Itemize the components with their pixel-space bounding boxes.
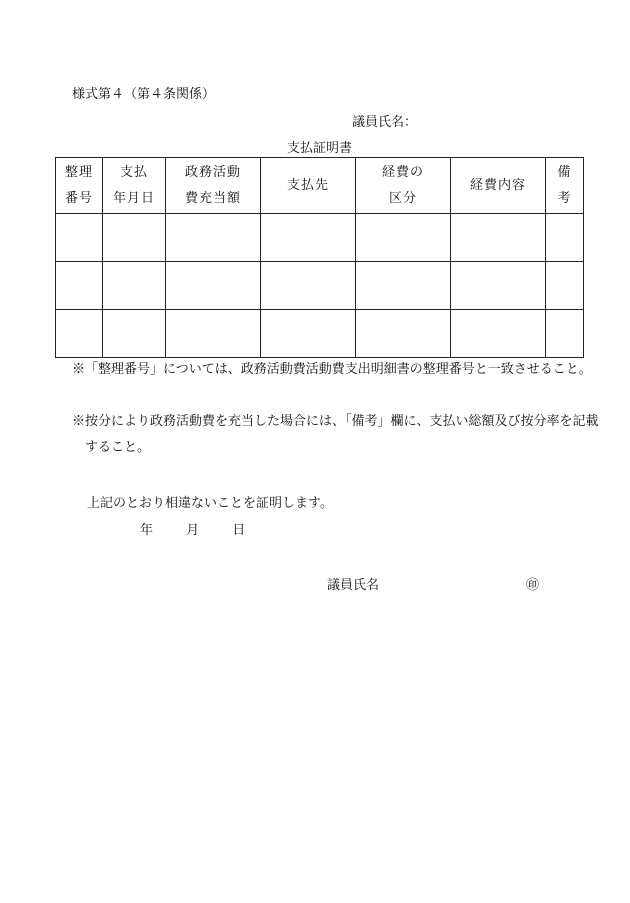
table-cell[interactable] (56, 310, 103, 358)
table-row (56, 310, 584, 358)
form-number: 様式第４（第４条関係） (72, 87, 216, 102)
table-cell[interactable] (261, 310, 356, 358)
member-name-label: 議員氏名： (352, 115, 418, 130)
table-cell[interactable] (356, 262, 451, 310)
date-day: 日 (232, 523, 246, 538)
header-label: 支払 (119, 164, 148, 180)
header-remarks (546, 158, 584, 214)
table-cell[interactable] (546, 214, 584, 262)
header-label: 経費内容 (469, 177, 526, 193)
header-label: 考 (557, 190, 572, 206)
header-label: 年月日 (112, 190, 155, 206)
table-cell[interactable] (103, 262, 166, 310)
table-row (56, 262, 584, 310)
date-month: 月 (186, 523, 200, 538)
header-payment-date (103, 158, 166, 214)
header-label: 区分 (388, 190, 417, 206)
table-cell[interactable] (56, 214, 103, 262)
table-cell[interactable] (56, 262, 103, 310)
table-row (56, 214, 584, 262)
table-cell[interactable] (451, 262, 546, 310)
header-label: 政務活動 (184, 164, 241, 180)
payment-certificate-table (55, 157, 584, 358)
date-year: 年 (140, 523, 154, 538)
note-apportionment: ※按分により政務活動費を充当した場合には、「備考」欄に、支払い総額及び按分率を記載すること。 (72, 414, 599, 455)
header-serial-number (56, 158, 103, 214)
table-cell[interactable] (546, 310, 584, 358)
header-label: 費充当額 (184, 190, 241, 206)
table-cell[interactable] (166, 310, 261, 358)
table-cell[interactable] (261, 262, 356, 310)
header-label: 整理 (64, 164, 93, 180)
table-cell[interactable] (451, 310, 546, 358)
date-line (140, 519, 245, 538)
note-serial-number: ※「整理番号」については、政務活動費活動費支出明細書の整理番号と一致させること。 (72, 362, 592, 377)
table-cell[interactable] (166, 214, 261, 262)
header-payee (261, 158, 356, 214)
header-allocated-amount (166, 158, 261, 214)
table-cell[interactable] (356, 214, 451, 262)
header-label: 支払先 (286, 177, 329, 193)
certification-statement: 上記のとおり相違ないことを証明します。 (87, 496, 333, 511)
header-expense-category (356, 158, 451, 214)
table-cell[interactable] (356, 310, 451, 358)
table-cell[interactable] (261, 214, 356, 262)
header-expense-details (451, 158, 546, 214)
table-cell[interactable] (103, 214, 166, 262)
header-label: 備 (557, 164, 572, 180)
header-label: 経費の (381, 164, 424, 180)
table-cell[interactable] (103, 310, 166, 358)
document-title: 支払証明書 (287, 141, 353, 156)
table-header-row (56, 158, 584, 214)
table-cell[interactable] (166, 262, 261, 310)
table-cell[interactable] (546, 262, 584, 310)
seal-mark: ㊞ (526, 578, 540, 593)
header-label: 番号 (64, 190, 93, 206)
signature-label: 議員氏名 (327, 578, 380, 593)
table-cell[interactable] (451, 214, 546, 262)
